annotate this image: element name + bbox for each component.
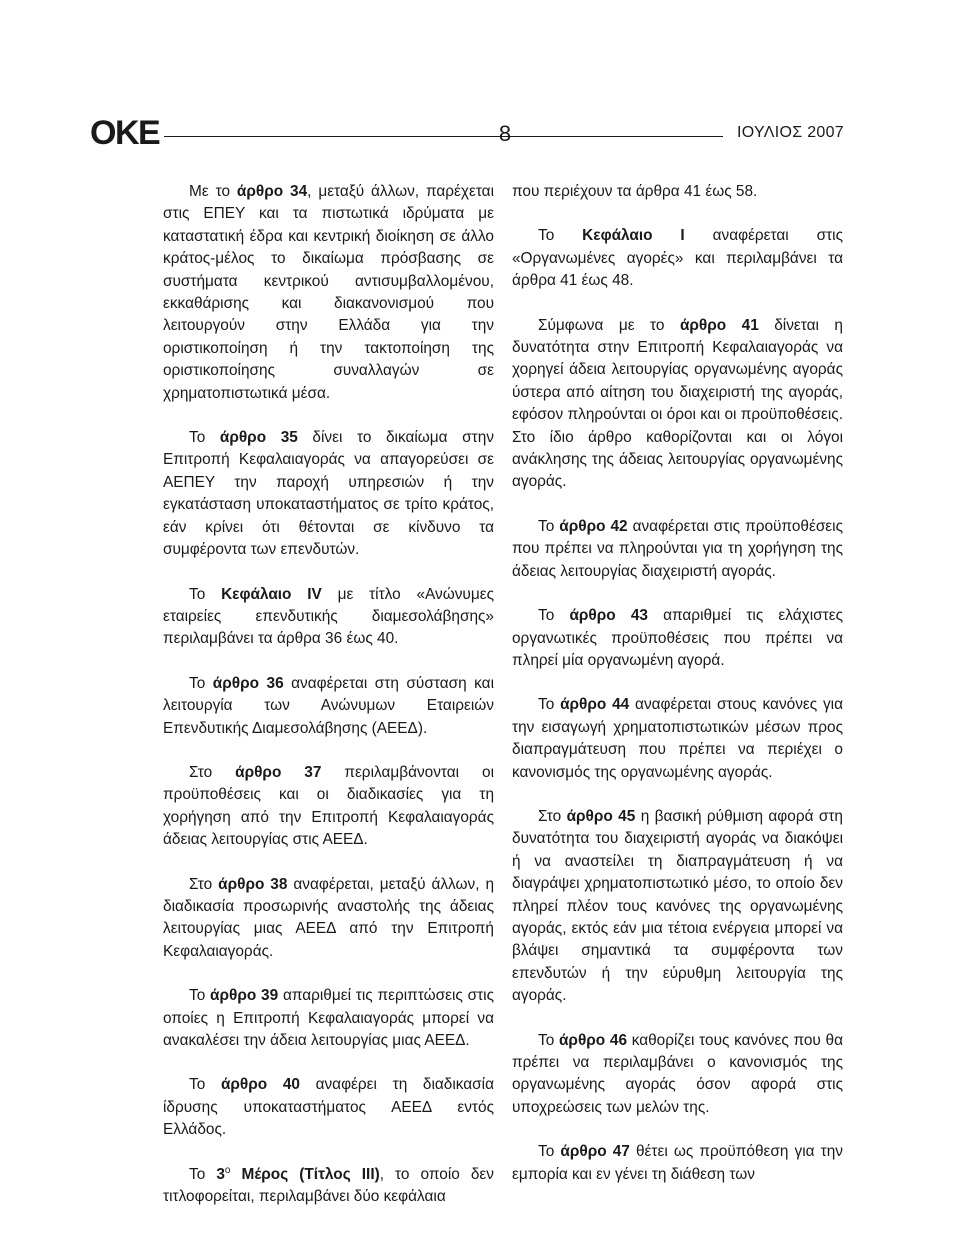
- paragraph-text: με τίτλο «Ανώνυμες εταιρείες επενδυτικής διαμεσολάβησης» περιλαμβάνει τα άρθρα 36 έως 40.: [163, 585, 494, 648]
- paragraph-text: Το: [538, 517, 560, 535]
- paragraph-text: απαριθμεί τις ελάχιστες οργανωτικές προϋποθέσεις που πρέπει να πληρεί μία οργανωμένη αγορά.: [512, 607, 844, 669]
- bold-reference: άρθρο 41: [679, 316, 759, 334]
- bold-reference: άρθρο 46: [558, 1031, 628, 1049]
- bold-reference: άρθρο 36: [212, 674, 284, 692]
- paragraph-text: η βασική ρύθμιση αφορά στη δυνατότητα του διαχειριστή αγοράς να διακόψει ή να αναστείλει τη διαπραγμάτευση ή να διαγράψει χρηματοπιστωτικό μέσο, το οποίο δεν πληρεί πλέον τους κανόνες της οργανωμένης αγοράς, εκτός εάν μια τέτοια ενέργεια μπορεί να βλάψει σημαντικά τα συμφέροντα των επενδυτών ή την εύρυθμη λειτουργία της αγοράς.: [512, 807, 843, 1005]
- page-header: [88, 112, 844, 162]
- paragraph-text: , το οποίο δεν τιτλοφορείται, περιλαμβάνει δύο κεφάλαια: [163, 1165, 494, 1206]
- paragraph-text: Το: [538, 696, 561, 714]
- bold-reference: άρθρο 47: [560, 1143, 630, 1161]
- paragraph-text: Σύμφωνα με το: [538, 316, 680, 334]
- paragraph-text: δίνεται η δυνατότητα στην Επιτροπή Κεφαλαιαγοράς να χορηγεί άδεια λειτουργίας οργανωμένης αγοράς ύστερα από αίτηση του διαχειριστή της αγοράς, εφόσον πληρούνται οι όροι και οι προϋποθέσεις. Στο ίδιο άρθρο καθορίζονται και οι λόγοι ανάκλησης της άδειας λειτουργίας οργανωμένης αγοράς.: [512, 316, 843, 491]
- paragraph: [512, 806, 843, 1008]
- issue-date: ΙΟΥΛΙΟΣ 2007: [737, 124, 844, 141]
- left-column: [163, 181, 494, 1230]
- bold-reference: άρθρο 40: [220, 1076, 300, 1094]
- paragraph: [163, 584, 494, 651]
- paragraph-text: που περιέχουν τα άρθρα 41 έως 58.: [512, 183, 758, 200]
- paragraph: [512, 605, 843, 672]
- bold-reference: Κεφάλαιο IV: [221, 585, 322, 603]
- paragraph: [512, 181, 843, 203]
- paragraph: [512, 516, 843, 583]
- bold-reference: άρθρο 42: [559, 517, 628, 535]
- paragraph-text: αναφέρεται στους κανόνες για την εισαγωγή χρηματοπιστωτικών μέσων προς διαπραγμάτευση που πρέπει να περιέχει ο κανονισμός της οργανωμένης αγοράς.: [512, 696, 843, 781]
- paragraph-text: αναφέρεται στη σύσταση και λειτουργία των Ανώνυμων Εταιρειών Επενδυτικής Διαμεσολάβησης (ΑΕΕΔ).: [163, 674, 494, 737]
- paragraph: [163, 1074, 494, 1141]
- paragraph-text: Το: [189, 1076, 221, 1094]
- bold-reference: άρθρο 35: [219, 429, 298, 447]
- paragraph-text: Με το: [189, 183, 237, 200]
- paragraph-text: , μεταξύ άλλων, παρέχεται στις ΕΠΕΥ και τα πιστωτικά ιδρύματα με καταστατική έδρα και κεντρική διοίκηση σε άλλο κράτος-μέλος το δικαίωμα πρόσβασης σε συστήματα κεντρικού αντισυμβαλλομένου, εκκαθάρισης και διακανονισμού που λειτουργούν στην Ελλάδα για την οριστικοποίηση ή την τακτοποίηση της οριστικοποίησης συναλλαγών σε χρηματοπιστωτικά μέσα.: [163, 183, 494, 402]
- paragraph: [163, 985, 494, 1052]
- bold-reference: άρθρο 34: [236, 183, 308, 200]
- paragraph-text: [230, 1166, 241, 1183]
- bold-reference: άρθρο 38: [218, 875, 288, 893]
- paragraph-text: Στο: [189, 763, 236, 781]
- bold-reference: άρθρο 45: [566, 807, 636, 825]
- paragraph-text: δίνει το δικαίωμα στην Επιτροπή Κεφαλαιαγοράς να απαγορεύσει σε ΑΕΠΕΥ την παροχή υπηρεσιών ή την εγκατάσταση υποκαταστήματος σε τρίτο κράτος, εάν κρίνει ότι θέτονται σε κίνδυνο τα συμφέροντα των επενδυτών.: [163, 429, 494, 559]
- bold-reference: 3: [216, 1165, 225, 1183]
- paragraph-text: Το: [189, 1165, 217, 1183]
- paragraph-text: αναφέρεται στις «Οργανωμένες αγορές» και περιλαμβάνει τα άρθρα 41 έως 48.: [512, 227, 844, 290]
- paragraph: [512, 315, 843, 494]
- paragraph: [163, 1164, 494, 1209]
- paragraph-text: Το: [189, 674, 213, 692]
- paragraph: [163, 673, 494, 740]
- paragraph-text: Το: [189, 987, 211, 1005]
- paragraph-text: Το: [538, 227, 583, 245]
- bold-reference: άρθρο 39: [210, 987, 279, 1005]
- paragraph: [163, 427, 494, 561]
- header-rule-right: [525, 136, 723, 137]
- right-column: [512, 181, 843, 1208]
- paragraph-text: θέτει ως προϋπόθεση για την εμπορία και εν γένει τη διάθεση των: [512, 1143, 844, 1183]
- bold-reference: Κεφάλαιο Ι: [582, 227, 685, 245]
- paragraph: [163, 762, 494, 852]
- paragraph: [512, 1141, 843, 1186]
- paragraph-text: Το: [189, 585, 222, 603]
- paragraph: [512, 1030, 843, 1120]
- paragraph: [163, 874, 494, 964]
- paragraph: [512, 694, 843, 784]
- paragraph-text: Στο: [538, 807, 567, 825]
- paragraph-text: Το: [538, 607, 570, 625]
- bold-reference: Μέρος (Τίτλος ΙΙΙ): [241, 1165, 380, 1183]
- paragraph-text: αναφέρεται στις προϋποθέσεις που πρέπει να πληρούνται για τη χορήγηση της άδειας λειτουργίας διαχειριστή αγοράς.: [512, 517, 844, 580]
- paragraph-text: Το: [538, 1143, 561, 1161]
- page-number: 8: [498, 121, 512, 146]
- paragraph-text: αναφέρεται, μεταξύ άλλων, η διαδικασία προσωρινής αναστολής της άδειας λειτουργίας μιας ΑΕΕΔ από την Επιτροπή Κεφαλαιαγοράς.: [163, 875, 494, 960]
- paragraph-text: Το: [538, 1031, 559, 1049]
- paragraph-text: αναφέρει τη διαδικασία ίδρυσης υποκαταστήματος ΑΕΕΔ εντός Ελλάδος.: [163, 1076, 494, 1139]
- paragraph-text: απαριθμεί τις περιπτώσεις στις οποίες η Επιτροπή Κεφαλαιαγοράς μπορεί να ανακαλέσει την άδεια λειτουργίας μιας ΑΕΕΔ.: [163, 987, 495, 1049]
- superscript: ο: [224, 1164, 231, 1176]
- paragraph-text: Το: [189, 429, 220, 447]
- paragraph-text: Στο: [189, 875, 219, 893]
- publication-logo: ΟΚΕ: [90, 114, 160, 152]
- bold-reference: άρθρο 37: [235, 763, 322, 781]
- paragraph-text: καθορίζει τους κανόνες που θα πρέπει να περιλαμβάνει ο κανονισμός της οργανωμένης αγοράς όσον αφορά στις υποχρεώσεις των μελών της.: [512, 1031, 843, 1116]
- bold-reference: άρθρο 43: [569, 607, 648, 625]
- paragraph: [512, 225, 843, 292]
- bold-reference: άρθρο 44: [560, 696, 630, 714]
- paragraph: [163, 181, 494, 405]
- paragraph-text: περιλαμβάνονται οι προϋποθέσεις και οι διαδικασίες για τη χορήγηση από την Επιτροπή Κεφαλαιαγοράς άδειας λειτουργίας στις ΑΕΕΔ.: [163, 763, 494, 849]
